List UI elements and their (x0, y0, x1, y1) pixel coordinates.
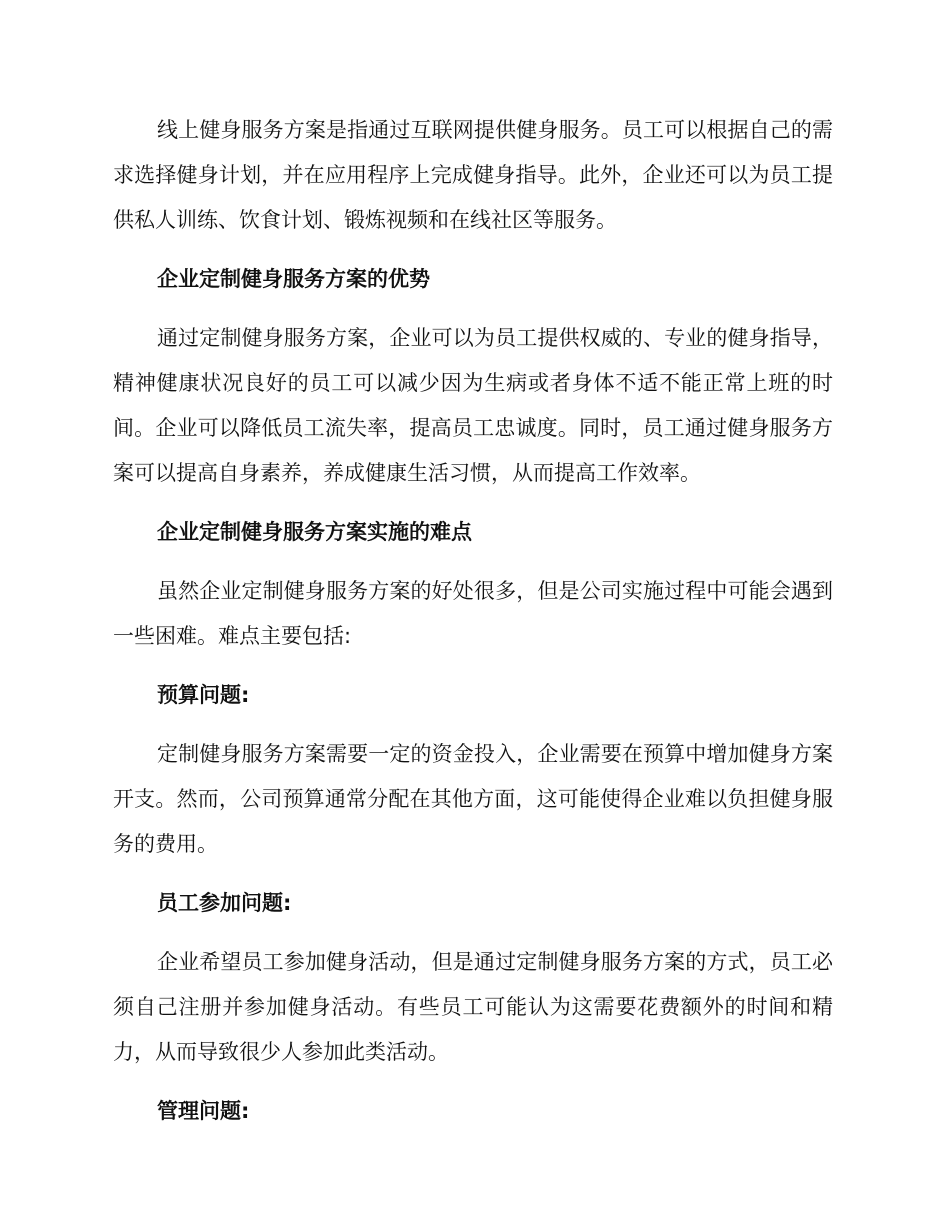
heading-budget: 预算问题: (157, 683, 250, 707)
heading-advantages: 企业定制健身服务方案的优势 (157, 267, 430, 291)
paragraph-difficulties-intro: 虽然企业定制健身服务方案的好处很多，但是公司实施过程中可能会遇到一些困难。难点主要包括: (113, 579, 833, 648)
paragraph-online-fitness: 线上健身服务方案是指通过互联网提供健身服务。员工可以根据自己的需求选择健身计划，并在应用程序上完成健身指导。此外，企业还可以为员工提供私人训练、饮食计划、锻炼视频和在线社区等服务。 (113, 118, 833, 232)
document-body (113, 108, 833, 1134)
heading-participation: 员工参加问题: (157, 891, 292, 915)
paragraph-participation: 企业希望员工参加健身活动，但是通过定制健身服务方案的方式，员工必须自己注册并参加健身活动。有些员工可能认为这需要花费额外的时间和精力，从而导致很少人参加此类活动。 (113, 950, 833, 1064)
heading-management: 管理问题: (157, 1099, 250, 1123)
paragraph-budget: 定制健身服务方案需要一定的资金投入，企业需要在预算中增加健身方案开支。然而，公司预算通常分配在其他方面，这可能使得企业难以负担健身服务的费用。 (113, 742, 833, 856)
heading-difficulties: 企业定制健身服务方案实施的难点 (157, 520, 472, 544)
paragraph-advantages: 通过定制健身服务方案，企业可以为员工提供权威的、专业的健身指导，精神健康状况良好的员工可以减少因为生病或者身体不适不能正常上班的时间。企业可以降低员工流失率，提高员工忠诚度。同时，员工通过健身服务方案可以提高自身素养，养成健康生活习惯，从而提高工作效率。 (113, 326, 833, 485)
